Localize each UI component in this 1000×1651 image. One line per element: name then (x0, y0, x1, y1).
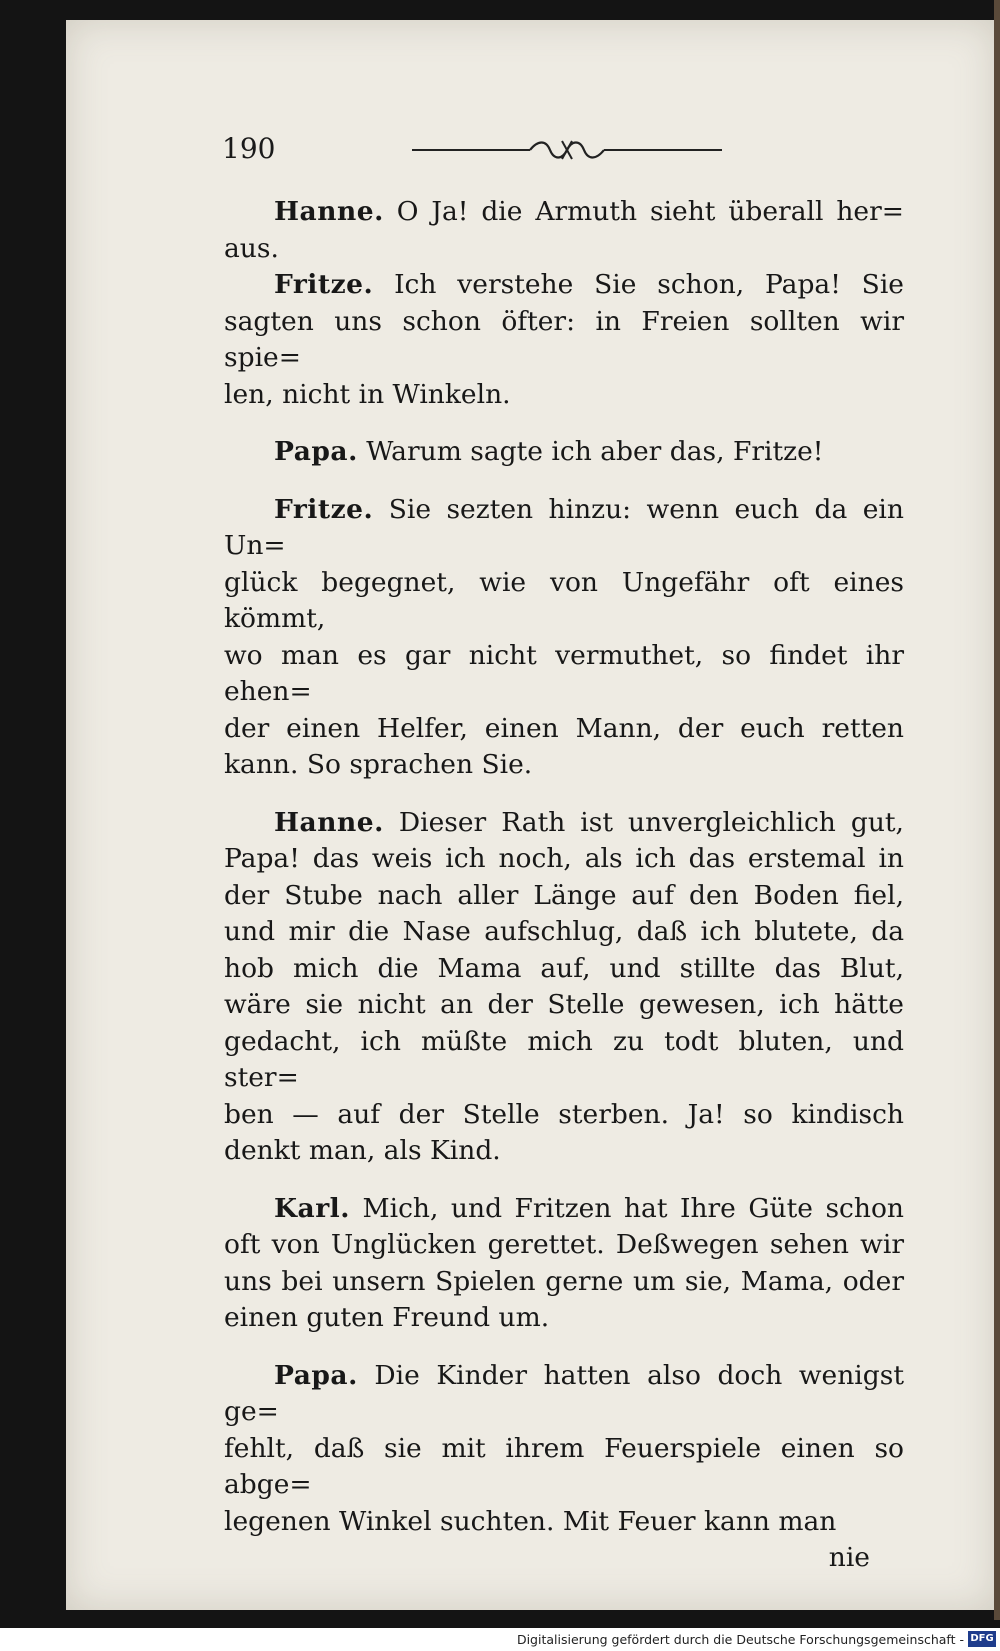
dialogue-paragraph (224, 194, 904, 267)
text-line: gedacht, ich müßte mich zu todt bluten, und ster= (224, 1025, 904, 1093)
dialogue-paragraph (224, 267, 904, 413)
footer-bar (0, 1628, 1000, 1651)
text-line (224, 194, 904, 231)
text-line: len, nicht in Winkeln. (224, 378, 511, 410)
line-text: Sie sezten hinzu: wenn euch da ein Un= (224, 493, 904, 561)
text-line: der Stube nach aller Länge auf den Boden fiel, (224, 879, 904, 911)
text-line: sagten uns schon öfter: in Freien sollten wir spie= (224, 305, 904, 373)
dfg-logo-icon: DFG (968, 1631, 996, 1647)
text-line: aus. (224, 232, 279, 264)
text-line (224, 267, 904, 304)
text-line (224, 1191, 904, 1228)
body-text (224, 194, 904, 1577)
ornament-rule-icon (412, 136, 722, 164)
text-line (224, 805, 904, 842)
page-header (222, 130, 902, 170)
text-line: wäre sie nicht an der Stelle gewesen, ich hätte (224, 989, 904, 1020)
page-number: 190 (222, 132, 276, 165)
text-line: und mir die Nase aufschlug, daß ich blutete, da (224, 916, 904, 947)
speaker-name: Fritze. (274, 493, 374, 525)
text-line: uns bei unsern Spielen gerne um sie, Mama, oder (224, 1265, 904, 1297)
speaker-name: Hanne. (274, 196, 384, 227)
line-text: Mich, und Fritzen hat Ihre Güte schon (362, 1192, 904, 1224)
text-line: kann. So sprachen Sie. (224, 749, 533, 780)
text-line (224, 1358, 904, 1431)
catchword: nie (828, 1542, 870, 1573)
text-line: einen guten Freund um. (224, 1302, 550, 1333)
speaker-name: Hanne. (274, 806, 384, 838)
text-line: ben — auf der Stelle sterben. Ja! so kindisch (224, 1098, 904, 1130)
text-line: Papa! das weis ich noch, als ich das erstemal in (224, 843, 904, 874)
text-line: denkt man, als Kind. (224, 1135, 501, 1166)
funding-notice: Digitalisierung gefördert durch die Deutsche Forschungsgemeinschaft - (516, 1632, 964, 1647)
line-text: Dieser Rath ist unvergleichlich gut, (398, 806, 904, 838)
text-line: glück begegnet, wie von Ungefähr oft eines kömmt, (224, 566, 904, 634)
line-text: O Ja! die Armuth sieht überall her= (396, 196, 904, 227)
speaker-name: Karl. (274, 1192, 350, 1224)
text-line: legenen Winkel suchten. Mit Feuer kann man (224, 1505, 837, 1537)
text-line: der einen Helfer, einen Mann, der euch retten (224, 712, 904, 744)
line-text: Die Kinder hatten also doch wenigst ge= (224, 1359, 904, 1427)
speaker-name: Fritze. (274, 269, 374, 300)
text-line: hob mich die Mama auf, und stillte das Blut, (224, 952, 904, 984)
book-edge (994, 0, 1000, 1620)
text-line (224, 492, 904, 565)
dialogue-paragraph (224, 492, 904, 784)
dialogue-paragraph (224, 1191, 904, 1337)
dialogue-paragraph (224, 434, 904, 471)
dialogue-paragraph (224, 805, 904, 1170)
speaker-name: Papa. (274, 436, 358, 467)
line-text: Warum sagte ich aber das, Fritze! (366, 436, 824, 467)
line-text: Ich verstehe Sie schon, Papa! Sie (394, 269, 904, 300)
speaker-name: Papa. (274, 1359, 358, 1391)
text-line: oft von Unglücken gerettet. Deßwegen sehen wir (224, 1229, 904, 1260)
text-line: wo man es gar nicht vermuthet, so findet ihr ehen= (224, 639, 904, 707)
text-line: fehlt, daß sie mit ihrem Feuerspiele einen so abge= (224, 1432, 904, 1500)
text-line (224, 434, 904, 471)
dialogue-paragraph (224, 1358, 904, 1541)
